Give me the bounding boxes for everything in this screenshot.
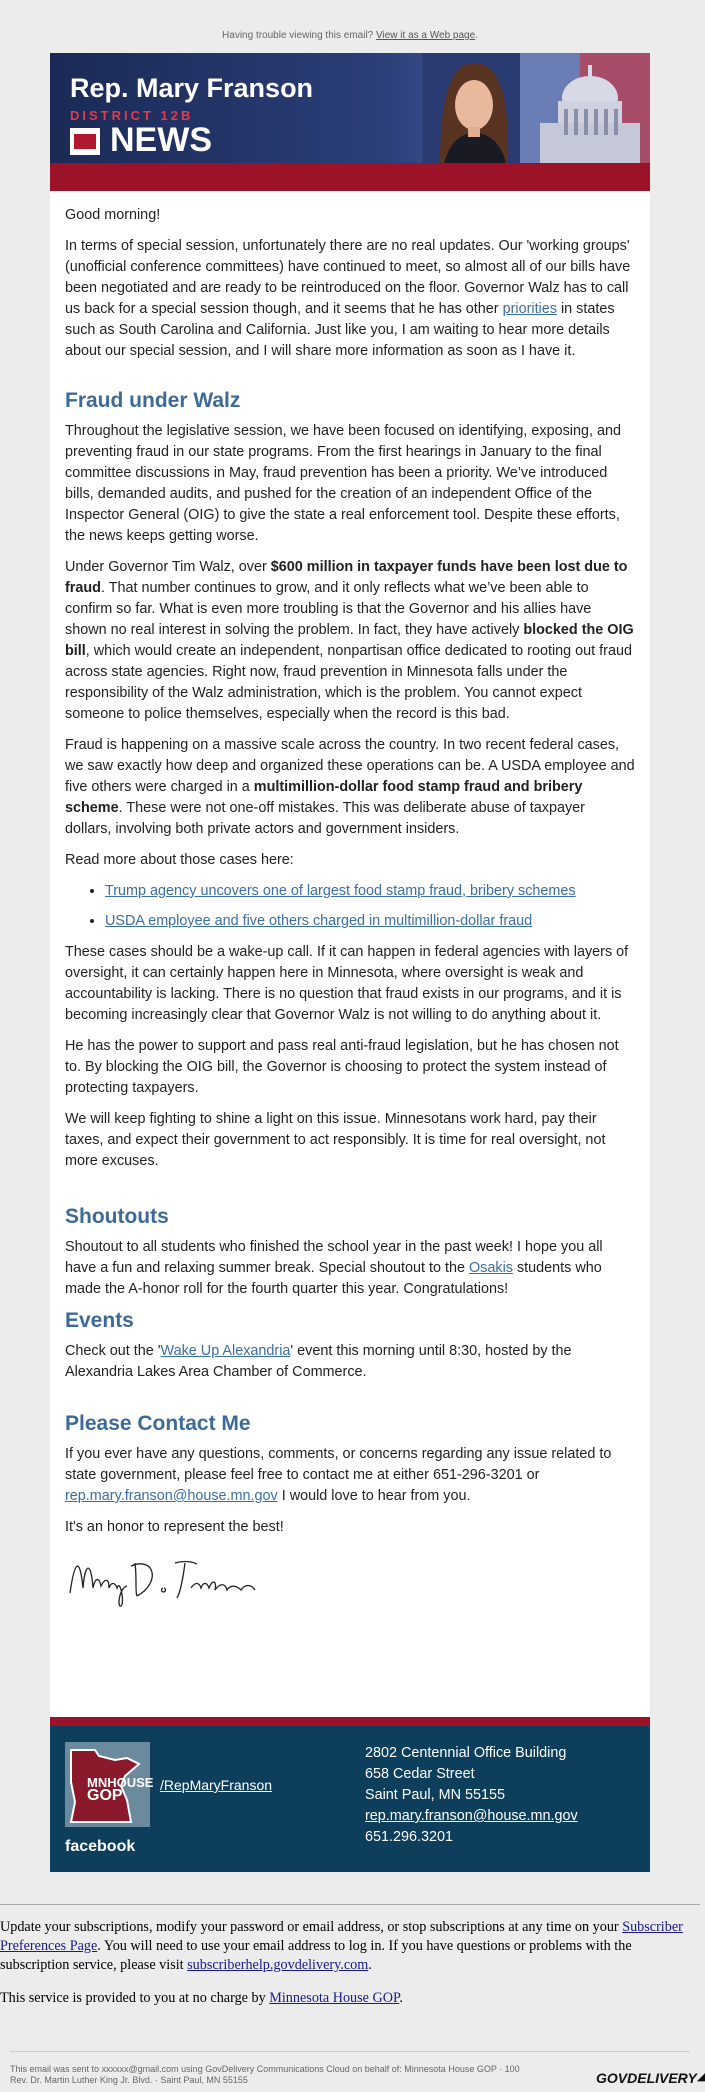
web-view-link[interactable]: View it as a Web page <box>376 30 476 41</box>
mn-house-badge-icon <box>70 128 100 155</box>
contact-email-link[interactable]: rep.mary.franson@house.mn.gov <box>65 1488 278 1504</box>
fraud-paragraph-7: We will keep fighting to shine a light on this issue. Minnesotans work hard, pay their taxes, and expect their government to act responsibly. It is time for real oversight, not more excuses. <box>65 1111 606 1169</box>
capitol-building-image <box>520 53 650 163</box>
list-item <box>105 911 635 932</box>
subscriber-preferences-link[interactable]: Subscriber Preferences Page <box>0 1919 683 1954</box>
representative-name: Rep. Mary Franson <box>70 73 314 103</box>
header-red-bar <box>50 163 650 191</box>
sender-info: This email was sent to xxxxxx@gmail.com using GovDelivery Communications Cloud on behalf of: Minnesota House GOP · 100 Rev. Dr. Martin Luther King Jr. Blvd. · Saint Paul, MN 55155 <box>10 2064 520 2085</box>
read-more-label: Read more about those cases here: <box>65 852 294 868</box>
newsletter-card <box>50 53 650 1872</box>
footer-phone: 651.296.3201 <box>365 1829 454 1845</box>
footer-email-link[interactable]: rep.mary.franson@house.mn.gov <box>365 1808 578 1824</box>
bottom-divider <box>10 2051 690 2052</box>
service-provider-paragraph: This service is provided to you at no charge by Minnesota House GOP. <box>0 1990 403 2006</box>
subscription-notice <box>0 1918 700 2022</box>
address-line-1: 2802 Centennial Office Building <box>365 1745 567 1761</box>
fraud-paragraph-3: Fraud is happening on a massive scale across the country. In two recent federal cases, we saw exactly how deep and organized these operations can be. A USDA employee and five others were charged in a multimillion-dollar food stamp fraud and bribery scheme. These were not one-off mistakes. This was deliberate abuse of taxpayer dollars, involving both private actors and government insiders. <box>65 737 635 837</box>
priorities-link[interactable]: priorities <box>502 301 557 317</box>
minnesota-house-gop-link[interactable]: Minnesota House GOP <box>269 1990 400 2006</box>
list-item <box>105 881 635 902</box>
speech-bubble-icon: ◢ <box>696 2071 705 2083</box>
fraud-paragraph-6: He has the power to support and pass real anti-fraud legislation, but he has chosen not to. By blocking the OIG bill, the Governor is choosing to protect the system instead of protecting taxpayers. <box>65 1038 619 1096</box>
govdelivery-logo[interactable]: GOVDELIVERY◢ <box>596 2070 705 2086</box>
events-paragraph: Check out the 'Wake Up Alexandria' event this morning until 8:30, hosted by the Alexandria Lakes Area Chamber of Commerce. <box>65 1343 572 1380</box>
fraud-paragraph-2: Under Governor Tim Walz, over $600 million in taxpayer funds have been lost due to fraud. That number continues to grow, and it only reflects what we’ve been able to confirm so far. What is even more troubling is that the Governor and his allies have shown no real interest in solving the problem. In fact, they have actively blocked the OIG bill, which would create an independent, nonpartisan office dedicated to rooting out fraud across state agencies. Right now, fraud prevention in Minnesota falls under the responsibility of the Walz administration, which is the problem. You cannot expect someone to police themselves, especially when the record is this bad. <box>65 559 634 722</box>
newsletter-body <box>65 205 635 1615</box>
divider <box>0 1904 700 1905</box>
greeting: Good morning! <box>65 207 161 223</box>
web-view-notice: Having trouble viewing this email? View it as a Web page. <box>222 30 478 41</box>
newsletter-header <box>50 53 650 163</box>
address-line-2: 658 Cedar Street <box>365 1766 475 1782</box>
facebook-wordmark: facebook <box>65 1838 136 1855</box>
closing-line: It's an honor to represent the best! <box>65 1519 284 1535</box>
subscriber-help-link[interactable]: subscriberhelp.govdelivery.com <box>187 1957 369 1973</box>
food-stamp-fraud-article-link[interactable]: Trump agency uncovers one of largest food stamp fraud, bribery schemes <box>105 883 576 899</box>
shoutouts-paragraph: Shoutout to all students who finished the school year in the past week! I hope you all have a fun and relaxing summer break. Special shoutout to the Osakis students who made the A-honor roll for the fourth quarter this year. Congratulations! <box>65 1239 603 1297</box>
events-heading: Events <box>65 1309 134 1332</box>
contact-footer <box>50 1717 650 1872</box>
osakis-link[interactable]: Osakis <box>468 1260 513 1276</box>
case-links-list <box>65 881 635 932</box>
district-label: DISTRICT 12B <box>70 108 194 123</box>
news-label: NEWS <box>110 121 212 159</box>
office-address <box>365 1743 578 1848</box>
wake-up-alexandria-link[interactable]: Wake Up Alexandria <box>160 1343 291 1359</box>
logo-text: MNHOUSE GOP <box>87 1775 154 1804</box>
contact-heading: Please Contact Me <box>65 1412 251 1435</box>
footer-red-line <box>50 1717 650 1726</box>
representative-portrait <box>422 53 522 163</box>
intro-paragraph: In terms of special session, unfortunately there are no real updates. Our 'working groups' (unofficial conference committees) have continued to meet, so almost all of our bills have been negotiated and are ready to be reintroduced on the floor. Governor Walz has to call us back for a special session though, and it seems that he has other priorities in states such as South Carolina and California. Just like you, I am waiting to hear more details about our special session, and I will share more information as soon as I have it. <box>65 238 631 359</box>
mn-house-gop-logo[interactable] <box>65 1742 154 1862</box>
web-view-text: Having trouble viewing this email? <box>222 30 374 41</box>
fraud-heading: Fraud under Walz <box>65 389 241 412</box>
usda-employee-article-link[interactable]: USDA employee and five others charged in multimillion-dollar fraud <box>105 913 533 929</box>
shoutouts-heading: Shoutouts <box>65 1205 169 1228</box>
fraud-paragraph-1: Throughout the legislative session, we have been focused on identifying, exposing, and preventing fraud in our state programs. From the first hearings in January to the final committee discussions in May, fraud prevention has been a priority. We’ve introduced bills, demanded audits, and pushed for the creation of an independent Office of the Inspector General (OIG) to give the state a real enforcement tool. Despite these efforts, the news keeps getting worse. <box>65 423 622 544</box>
signature-image <box>65 1548 265 1608</box>
fraud-paragraph-5: These cases should be a wake-up call. If it can happen in federal agencies with layers of oversight, it can certainly happen here in Minnesota, where oversight is weak and accountability is lacking. There is no question that fraud exists in our programs, and it is becoming increasingly clear that Governor Walz is not willing to do anything about it. <box>65 944 629 1023</box>
contact-paragraph: If you ever have any questions, comments, or concerns regarding any issue related to state government, please feel free to contact me at either 651-296-3201 or rep.mary.franson@house.mn.gov I would love to hear from you. <box>65 1446 612 1504</box>
subscription-paragraph: Update your subscriptions, modify your password or email address, or stop subscriptions at any time on your Subscriber Preferences Page. You will need to use your email address to log in. If you have questions or problems with the subscription service, please visit subscriberhelp.govdelivery.com. <box>0 1919 683 1973</box>
address-line-3: Saint Paul, MN 55155 <box>365 1787 505 1803</box>
facebook-page-link[interactable]: /RepMaryFranson <box>160 1777 273 1793</box>
